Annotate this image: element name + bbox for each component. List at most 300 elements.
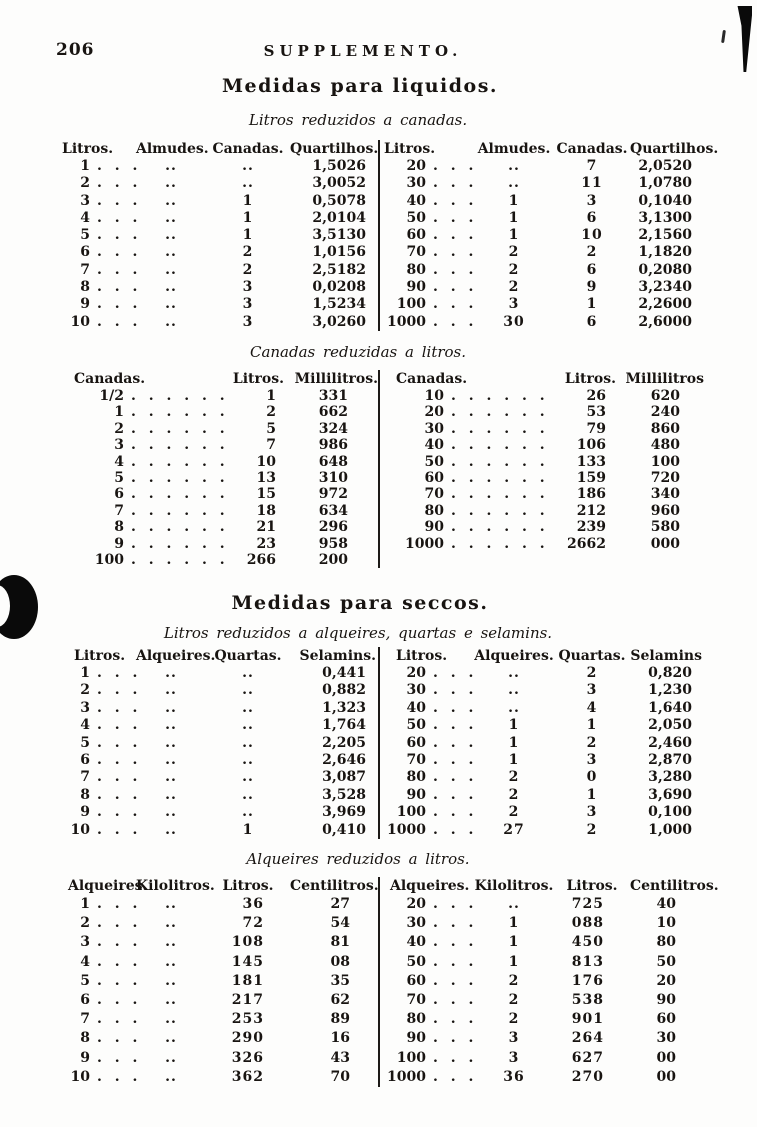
table-row bbox=[60, 1049, 378, 1068]
row-key: 6 bbox=[80, 991, 90, 1008]
cell-value: 15 bbox=[256, 486, 276, 503]
table-row bbox=[60, 972, 378, 991]
cell-value: 106 bbox=[576, 437, 606, 454]
dot-leader: . . . bbox=[97, 158, 142, 174]
table-row bbox=[382, 193, 702, 210]
cell-value: .. bbox=[165, 296, 177, 313]
row-key: 8 bbox=[80, 279, 90, 296]
dot-leader: . . . bbox=[97, 279, 142, 296]
row-key: 2 bbox=[114, 420, 124, 437]
dot-leader: . . . . . . bbox=[131, 519, 229, 536]
row-key: 3 bbox=[114, 437, 124, 454]
column-header: Kilolitros. bbox=[136, 878, 215, 894]
row-key: 90 bbox=[406, 279, 426, 296]
cell-value: 580 bbox=[650, 519, 680, 536]
cell-value: 3 bbox=[586, 192, 598, 209]
cell-value: .. bbox=[508, 175, 520, 192]
cell-value: 0,2080 bbox=[638, 261, 692, 278]
cell-value: 6 bbox=[586, 261, 598, 278]
cell-value: 1 bbox=[508, 915, 520, 932]
cell-value: .. bbox=[165, 953, 177, 970]
cell-value: .. bbox=[165, 158, 177, 174]
table-row bbox=[60, 787, 378, 804]
row-key: 3 bbox=[80, 699, 90, 716]
cell-value: 200 bbox=[318, 551, 348, 568]
cell-value: 270 bbox=[571, 1068, 604, 1085]
cell-value: 18 bbox=[256, 502, 276, 519]
dot-leader: . . . bbox=[433, 751, 478, 768]
cell-value: 80 bbox=[656, 934, 676, 951]
dot-leader: . . . . . . bbox=[131, 486, 229, 503]
cell-value: .. bbox=[242, 804, 254, 821]
dot-leader: . . . bbox=[97, 261, 142, 278]
cell-value: .. bbox=[165, 665, 177, 681]
dot-leader: . . . bbox=[97, 991, 142, 1008]
table-row bbox=[60, 158, 378, 175]
cell-value: 2,5182 bbox=[312, 261, 366, 278]
cell-value: 3 bbox=[586, 751, 598, 768]
row-key: 50 bbox=[406, 209, 426, 226]
cell-value: 6 bbox=[586, 209, 598, 226]
table-row bbox=[60, 227, 378, 244]
row-key: 90 bbox=[406, 786, 426, 803]
cell-value: 1 bbox=[508, 227, 520, 244]
table-alqueires-litros-right bbox=[378, 877, 719, 1087]
cell-value: 3 bbox=[586, 682, 598, 699]
cell-value: 133 bbox=[576, 453, 606, 470]
dot-leader: . . . bbox=[433, 1068, 478, 1085]
cell-value: 0,410 bbox=[322, 821, 366, 838]
cell-value: 3,2340 bbox=[638, 279, 692, 296]
row-key: 9 bbox=[114, 535, 124, 552]
cell-value: 2,2600 bbox=[638, 296, 692, 313]
row-key: 10 bbox=[424, 388, 444, 404]
cell-value: 1 bbox=[586, 786, 598, 803]
table-header-row bbox=[382, 370, 702, 388]
dot-leader: . . . bbox=[433, 821, 478, 838]
cell-value: 20 bbox=[656, 972, 676, 989]
row-key: 1000 bbox=[387, 1068, 426, 1085]
table-row bbox=[382, 388, 702, 404]
cell-value: 27 bbox=[330, 896, 350, 912]
dot-leader: . . . bbox=[433, 717, 478, 734]
dot-leader: . . . bbox=[97, 786, 142, 803]
cell-value: 00 bbox=[656, 1068, 676, 1085]
cell-value: 720 bbox=[650, 469, 680, 486]
table-canadas-to-litros bbox=[60, 370, 702, 568]
cell-value: 3 bbox=[508, 1030, 520, 1047]
row-key: 100 bbox=[396, 804, 426, 821]
dot-leader: . . . . . . bbox=[451, 404, 549, 421]
table-header-row bbox=[60, 140, 378, 158]
cell-value: 2,1560 bbox=[638, 227, 692, 244]
dot-leader: . . . bbox=[433, 1011, 478, 1028]
cell-value: 662 bbox=[318, 404, 348, 421]
cell-value: 1 bbox=[508, 953, 520, 970]
row-key: 1/2 bbox=[99, 388, 124, 404]
row-key: 100 bbox=[396, 1049, 426, 1066]
cell-value: 1 bbox=[508, 734, 520, 751]
row-key: 5 bbox=[114, 469, 124, 486]
cell-value: 27 bbox=[503, 821, 525, 838]
dot-leader: . . . bbox=[433, 972, 478, 989]
dot-leader: . . . bbox=[97, 1068, 142, 1085]
table-row bbox=[60, 895, 378, 914]
row-key: 100 bbox=[396, 296, 426, 313]
cell-value: 088 bbox=[571, 915, 604, 932]
cell-value: 5 bbox=[266, 420, 276, 437]
cell-value: 627 bbox=[571, 1049, 604, 1066]
table-row bbox=[60, 1010, 378, 1029]
row-key: 8 bbox=[80, 786, 90, 803]
table-litros-canadas-left bbox=[60, 140, 378, 331]
table-row bbox=[60, 175, 378, 192]
row-key: 20 bbox=[406, 158, 426, 174]
dot-leader: . . . . . . bbox=[451, 453, 549, 470]
table-row bbox=[382, 296, 702, 313]
cell-value: 4 bbox=[586, 699, 598, 716]
column-header: Litros. bbox=[384, 141, 436, 157]
table-row bbox=[382, 262, 702, 279]
table-row bbox=[382, 404, 702, 420]
dot-leader: . . . bbox=[433, 896, 478, 912]
column-header: Centilitros. bbox=[630, 878, 719, 894]
dot-leader: . . . bbox=[97, 751, 142, 768]
cell-value: 1 bbox=[242, 209, 254, 226]
cell-value: 480 bbox=[650, 437, 680, 454]
dot-leader: . . . . . . bbox=[451, 388, 549, 404]
cell-value: .. bbox=[165, 972, 177, 989]
column-header: Alqueires. bbox=[474, 648, 554, 664]
cell-value: .. bbox=[508, 158, 520, 174]
dot-leader: . . . bbox=[433, 192, 478, 209]
table-row bbox=[60, 421, 378, 437]
cell-value: 2 bbox=[586, 665, 598, 681]
cell-value: 30 bbox=[503, 313, 525, 330]
row-key: 30 bbox=[406, 682, 426, 699]
dot-leader: . . . bbox=[97, 175, 142, 192]
cell-value: .. bbox=[165, 175, 177, 192]
column-header: Litros. bbox=[232, 371, 284, 387]
table-row bbox=[382, 1010, 702, 1029]
table-row bbox=[60, 437, 378, 453]
cell-value: 296 bbox=[318, 519, 348, 536]
dot-leader: . . . bbox=[97, 934, 142, 951]
dot-leader: . . . . . . bbox=[451, 469, 549, 486]
cell-value: 2 bbox=[586, 821, 598, 838]
table-row bbox=[60, 933, 378, 952]
cell-value: 176 bbox=[571, 972, 604, 989]
cell-value: 9 bbox=[586, 279, 598, 296]
cell-value: 960 bbox=[650, 502, 680, 519]
cell-value: 901 bbox=[571, 1011, 604, 1028]
cell-value: 21 bbox=[256, 519, 276, 536]
dot-leader: . . . bbox=[433, 296, 478, 313]
dot-leader: . . . bbox=[433, 699, 478, 716]
cell-value: .. bbox=[508, 896, 520, 912]
cell-value: .. bbox=[165, 915, 177, 932]
cell-value: 2 bbox=[242, 261, 254, 278]
cell-value: 7 bbox=[266, 437, 276, 454]
row-key: 6 bbox=[80, 244, 90, 261]
cell-value: 1,323 bbox=[322, 699, 366, 716]
cell-value: 6 bbox=[586, 313, 598, 330]
dot-leader: . . . bbox=[433, 665, 478, 681]
dot-leader: . . . . . . bbox=[131, 502, 229, 519]
dot-leader: . . . . . . bbox=[131, 388, 229, 404]
ink-smudge-icon bbox=[735, 6, 752, 72]
cell-value: 16 bbox=[330, 1030, 350, 1047]
cell-value: 08 bbox=[330, 953, 350, 970]
dot-leader: . . . bbox=[97, 821, 142, 838]
table-row bbox=[382, 700, 702, 717]
cell-value: 620 bbox=[650, 388, 680, 404]
dot-leader: . . . bbox=[433, 313, 478, 330]
row-key: 60 bbox=[424, 469, 444, 486]
table-row bbox=[60, 262, 378, 279]
cell-value: 90 bbox=[656, 991, 676, 1008]
dot-leader: . . . bbox=[433, 953, 478, 970]
cell-value: 986 bbox=[318, 437, 348, 454]
column-header: Selamins. bbox=[299, 648, 376, 664]
table-row bbox=[60, 470, 378, 486]
row-key: 20 bbox=[406, 665, 426, 681]
row-key: 70 bbox=[406, 991, 426, 1008]
row-key: 1000 bbox=[387, 821, 426, 838]
table-row bbox=[382, 158, 702, 175]
dot-leader: . . . bbox=[97, 769, 142, 786]
cell-value: 1,640 bbox=[648, 699, 692, 716]
cell-value: 212 bbox=[576, 502, 606, 519]
table-row bbox=[60, 804, 378, 821]
cell-value: 3,5130 bbox=[312, 227, 366, 244]
dot-leader: . . . bbox=[433, 804, 478, 821]
cell-value: 181 bbox=[231, 972, 264, 989]
cell-value: .. bbox=[165, 1011, 177, 1028]
table-row bbox=[382, 1049, 702, 1068]
table-row bbox=[60, 822, 378, 839]
table-row bbox=[60, 210, 378, 227]
column-header: Alqueires. bbox=[68, 878, 148, 894]
row-key: 5 bbox=[80, 734, 90, 751]
cell-value: 2 bbox=[508, 972, 520, 989]
column-header: Canadas. bbox=[396, 371, 468, 387]
row-key: 30 bbox=[406, 175, 426, 192]
row-key: 7 bbox=[114, 502, 124, 519]
cell-value: 1,764 bbox=[322, 717, 366, 734]
table-row bbox=[60, 193, 378, 210]
row-key: 4 bbox=[80, 209, 90, 226]
table-row bbox=[382, 953, 702, 972]
cell-value: 331 bbox=[318, 388, 348, 404]
table-row bbox=[382, 437, 702, 453]
cell-value: 50 bbox=[656, 953, 676, 970]
column-header: Quartas. bbox=[558, 648, 626, 664]
cell-value: .. bbox=[165, 313, 177, 330]
column-header: Litros. bbox=[396, 648, 448, 664]
cell-value: 2 bbox=[508, 279, 520, 296]
cell-value: 0,820 bbox=[648, 665, 692, 681]
dot-leader: . . . bbox=[433, 158, 478, 174]
cell-value: 30 bbox=[656, 1030, 676, 1047]
cell-value: 1 bbox=[508, 934, 520, 951]
table-row bbox=[382, 972, 702, 991]
table-row bbox=[382, 735, 702, 752]
cell-value: 340 bbox=[650, 486, 680, 503]
row-key: 3 bbox=[80, 934, 90, 951]
cell-value: .. bbox=[165, 192, 177, 209]
cell-value: 1,230 bbox=[648, 682, 692, 699]
dot-leader: . . . bbox=[97, 1011, 142, 1028]
table-row bbox=[382, 682, 702, 699]
cell-value: 10 bbox=[656, 915, 676, 932]
page-number: 206 bbox=[56, 40, 95, 60]
row-key: 8 bbox=[80, 1030, 90, 1047]
cell-value: .. bbox=[242, 699, 254, 716]
table-caption-litros-canadas: Litros reduzidos a canadas. bbox=[248, 111, 468, 129]
table-row bbox=[382, 421, 702, 437]
table-row bbox=[382, 787, 702, 804]
row-key: 5 bbox=[80, 227, 90, 244]
cell-value: 81 bbox=[330, 934, 350, 951]
table-row bbox=[382, 991, 702, 1010]
table-row bbox=[382, 895, 702, 914]
dot-leader: . . . bbox=[433, 279, 478, 296]
cell-value: 70 bbox=[330, 1068, 350, 1085]
cell-value: 00 bbox=[656, 1049, 676, 1066]
cell-value: 145 bbox=[231, 953, 264, 970]
dot-leader: . . . bbox=[97, 699, 142, 716]
cell-value: 1,0780 bbox=[638, 175, 692, 192]
table-row bbox=[60, 1068, 378, 1087]
row-key: 20 bbox=[406, 896, 426, 912]
table-row bbox=[60, 914, 378, 933]
row-key: 1000 bbox=[405, 535, 444, 552]
table-caption-canadas-litros: Canadas reduzidas a litros. bbox=[249, 343, 467, 361]
row-key: 7 bbox=[80, 261, 90, 278]
row-key: 6 bbox=[114, 486, 124, 503]
cell-value: .. bbox=[165, 699, 177, 716]
dot-leader: . . . bbox=[433, 1030, 478, 1047]
row-key: 4 bbox=[114, 453, 124, 470]
row-key: 30 bbox=[406, 915, 426, 932]
row-key: 7 bbox=[80, 769, 90, 786]
cell-value: 2 bbox=[508, 1011, 520, 1028]
table-row bbox=[60, 279, 378, 296]
table-row bbox=[60, 296, 378, 313]
column-header: Centilitros. bbox=[290, 878, 379, 894]
column-header: Almudes. bbox=[477, 141, 551, 157]
dot-leader: . . . . . . bbox=[451, 437, 549, 454]
dot-leader: . . . . . . bbox=[131, 404, 229, 421]
cell-value: 217 bbox=[231, 991, 264, 1008]
row-key: 8 bbox=[114, 519, 124, 536]
column-header: Canadas. bbox=[212, 141, 284, 157]
row-key: 80 bbox=[406, 261, 426, 278]
cell-value: 13 bbox=[256, 469, 276, 486]
cell-value: .. bbox=[508, 699, 520, 716]
cell-value: 000 bbox=[650, 535, 680, 552]
dot-leader: . . . bbox=[433, 227, 478, 244]
cell-value: 2 bbox=[508, 991, 520, 1008]
cell-value: 239 bbox=[576, 519, 606, 536]
cell-value: 0,882 bbox=[322, 682, 366, 699]
table-row bbox=[382, 933, 702, 952]
table-row bbox=[382, 175, 702, 192]
cell-value: .. bbox=[165, 934, 177, 951]
row-key: 4 bbox=[80, 717, 90, 734]
row-key: 60 bbox=[406, 227, 426, 244]
row-key: 2 bbox=[80, 682, 90, 699]
table-alqueires-litros-left bbox=[60, 877, 378, 1087]
row-key: 70 bbox=[406, 751, 426, 768]
cell-value: .. bbox=[165, 1068, 177, 1085]
cell-value: 2 bbox=[586, 244, 598, 261]
table-litros-to-canadas bbox=[60, 140, 719, 331]
dot-leader: . . . . . . bbox=[131, 551, 229, 568]
table-header-row bbox=[60, 877, 378, 895]
cell-value: 972 bbox=[318, 486, 348, 503]
row-key: 3 bbox=[80, 192, 90, 209]
table-row bbox=[382, 1029, 702, 1048]
table-row bbox=[60, 991, 378, 1010]
dot-leader: . . . . . . bbox=[451, 420, 549, 437]
row-key: 60 bbox=[406, 734, 426, 751]
cell-value: 2 bbox=[266, 404, 276, 421]
cell-value: 290 bbox=[231, 1030, 264, 1047]
cell-value: 1 bbox=[266, 388, 276, 404]
cell-value: .. bbox=[165, 734, 177, 751]
table-caption-litros-alqueires: Litros reduzidos a alqueires, quartas e selamins. bbox=[163, 624, 553, 642]
table-row bbox=[382, 717, 702, 734]
row-key: 50 bbox=[406, 953, 426, 970]
table-litros-canadas-right bbox=[378, 140, 719, 331]
cell-value: 89 bbox=[330, 1011, 350, 1028]
table-row bbox=[60, 388, 378, 404]
cell-value: 2,0104 bbox=[312, 209, 366, 226]
cell-value: 264 bbox=[571, 1030, 604, 1047]
cell-value: .. bbox=[165, 682, 177, 699]
table-canadas-litros-right bbox=[378, 370, 702, 568]
table-row bbox=[60, 752, 378, 769]
dot-leader: . . . . . . bbox=[131, 437, 229, 454]
table-row bbox=[382, 227, 702, 244]
cell-value: 43 bbox=[330, 1049, 350, 1066]
row-key: 80 bbox=[406, 1011, 426, 1028]
dot-leader: . . . bbox=[97, 665, 142, 681]
cell-value: 0,1040 bbox=[638, 192, 692, 209]
cell-value: .. bbox=[165, 1049, 177, 1066]
cell-value: .. bbox=[165, 279, 177, 296]
table-row bbox=[60, 404, 378, 420]
cell-value: 2 bbox=[508, 769, 520, 786]
cell-value: 0,0208 bbox=[312, 279, 366, 296]
cell-value: 266 bbox=[246, 551, 276, 568]
dot-leader: . . . . . . bbox=[131, 469, 229, 486]
row-key: 20 bbox=[424, 404, 444, 421]
cell-value: .. bbox=[508, 665, 520, 681]
cell-value: 240 bbox=[650, 404, 680, 421]
dot-leader: . . . . . . bbox=[451, 502, 549, 519]
table-row bbox=[382, 822, 702, 839]
column-header: Alqueires. bbox=[390, 878, 470, 894]
cell-value: 1 bbox=[508, 192, 520, 209]
row-key: 2 bbox=[80, 175, 90, 192]
dot-leader: . . . bbox=[433, 175, 478, 192]
table-row bbox=[60, 700, 378, 717]
table-header-row bbox=[60, 647, 378, 665]
cell-value: 23 bbox=[256, 535, 276, 552]
